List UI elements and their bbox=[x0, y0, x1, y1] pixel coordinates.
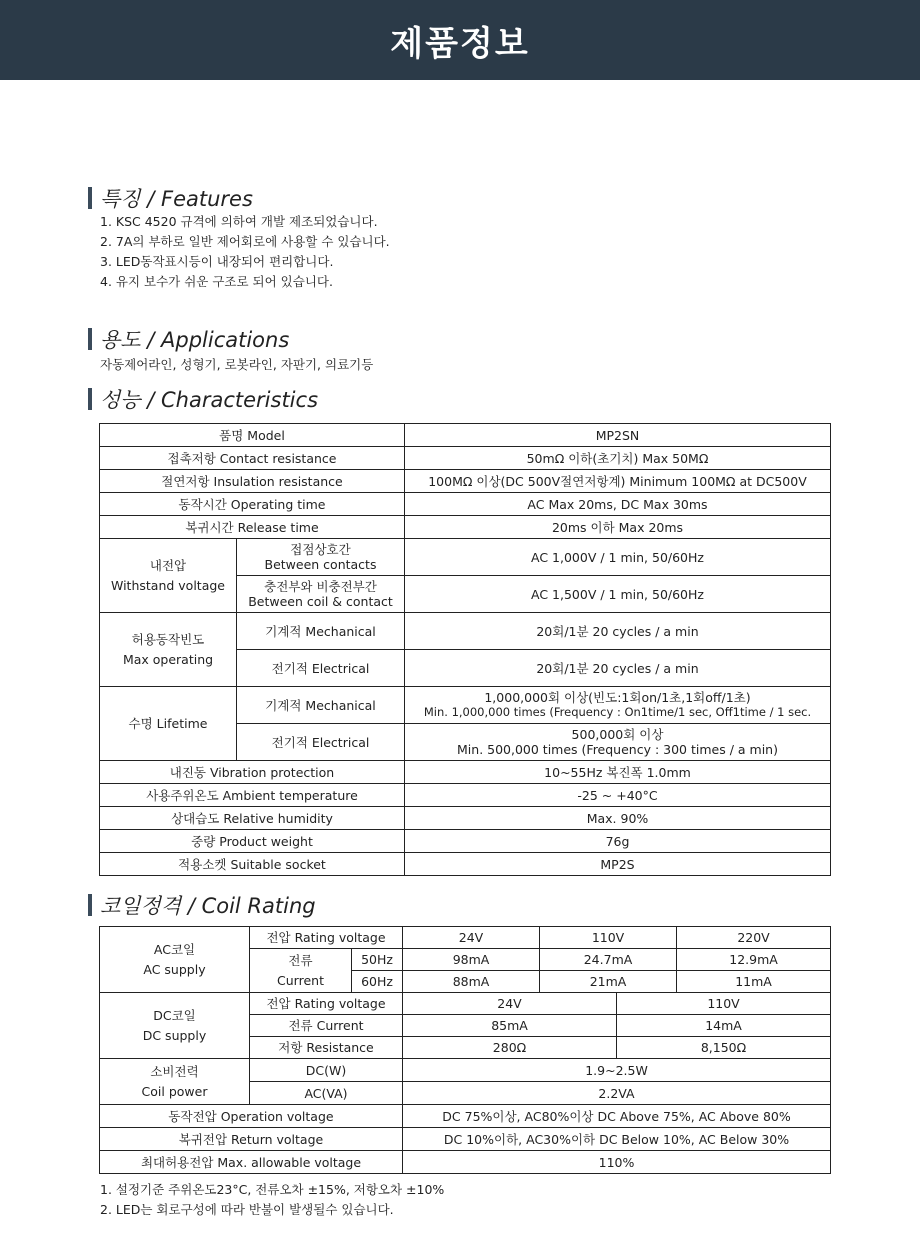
maxop-elec-label: 전기적 Electrical bbox=[237, 650, 405, 687]
coil-table bbox=[99, 926, 831, 1174]
applications-title: 용도 / Applications bbox=[100, 328, 290, 352]
weight-label: 중량 Product weight bbox=[100, 830, 405, 853]
features-list bbox=[100, 212, 390, 292]
list-item: 3. LED동작표시등이 내장되어 편리합니다. bbox=[100, 254, 334, 269]
ac-label bbox=[100, 927, 250, 993]
list-item: 4. 유지 보수가 쉬운 구조로 되어 있습니다. bbox=[100, 274, 333, 289]
dc-rating-voltage-label: 전압 Rating voltage bbox=[250, 993, 403, 1015]
characteristics-title: 성능 / Characteristics bbox=[100, 388, 319, 412]
life-label: 수명 Lifetime bbox=[100, 687, 237, 761]
contact-label: 접촉저항 Contact resistance bbox=[100, 447, 405, 470]
ambient-label: 사용주위온도 Ambient temperature bbox=[100, 784, 405, 807]
table-row bbox=[100, 613, 831, 650]
table-row bbox=[100, 1105, 831, 1128]
ac50-110: 24.7mA bbox=[540, 949, 677, 971]
operating-value: AC Max 20ms, DC Max 30ms bbox=[405, 493, 831, 516]
table-row bbox=[100, 493, 831, 516]
table-row bbox=[100, 761, 831, 784]
ac-volt-24: 24V bbox=[403, 927, 540, 949]
between-coil-ko: 충전부와 비충전부간 bbox=[264, 579, 377, 594]
table-row bbox=[100, 1151, 831, 1174]
return-value: DC 10%이하, AC30%이하 DC Below 10%, AC Below 30% bbox=[403, 1128, 831, 1151]
ac-volt-220: 220V bbox=[677, 927, 831, 949]
maxop-mech-value: 20회/1분 20 cycles / a min bbox=[405, 613, 831, 650]
socket-value: MP2S bbox=[405, 853, 831, 876]
list-item: 1. 설정기준 주위온도23°C, 전류오차 ±15%, 저항오차 ±10% bbox=[100, 1182, 445, 1197]
release-label: 복귀시간 Release time bbox=[100, 516, 405, 539]
life-mech-value-en: Min. 1,000,000 times (Frequency : On1time/1 sec, Off1time / 1 sec. bbox=[423, 705, 812, 719]
dc-current-110: 14mA bbox=[617, 1015, 831, 1037]
heading-marker bbox=[88, 328, 92, 350]
power-label-en: Coil power bbox=[141, 1084, 208, 1099]
max-voltage-label: 최대허용전압 Max. allowable voltage bbox=[100, 1151, 403, 1174]
applications-heading bbox=[88, 324, 289, 354]
ac-current-label bbox=[250, 949, 352, 993]
ac60-220: 11mA bbox=[677, 971, 831, 993]
table-row bbox=[100, 470, 831, 493]
table-row bbox=[100, 830, 831, 853]
features-title: 특징 / Features bbox=[100, 187, 253, 211]
dc-volt-24: 24V bbox=[403, 993, 617, 1015]
humidity-value: Max. 90% bbox=[405, 807, 831, 830]
ac-rating-voltage-label: 전압 Rating voltage bbox=[250, 927, 403, 949]
acva-value: 2.2VA bbox=[403, 1082, 831, 1105]
ambient-value: -25 ~ +40°C bbox=[405, 784, 831, 807]
current-en: Current bbox=[277, 973, 324, 988]
list-item: 2. 7A의 부하로 일반 제어회로에 사용할 수 있습니다. bbox=[100, 234, 390, 249]
between-coil-en: Between coil & contact bbox=[248, 594, 393, 609]
coil-heading bbox=[88, 890, 316, 920]
heading-marker bbox=[88, 187, 92, 209]
table-row bbox=[100, 927, 831, 949]
life-elec-value bbox=[405, 724, 831, 761]
model-label: 품명 Model bbox=[100, 424, 405, 447]
table-row bbox=[100, 516, 831, 539]
life-mech-label: 기계적 Mechanical bbox=[237, 687, 405, 724]
maxop-label-en: Max operating bbox=[122, 652, 214, 667]
dc-resistance-110: 8,150Ω bbox=[617, 1037, 831, 1059]
life-elec-value-en: Min. 500,000 times (Frequency : 300 times / a min) bbox=[457, 742, 778, 757]
vibration-value: 10~55Hz 복진폭 1.0mm bbox=[405, 761, 831, 784]
table-row bbox=[100, 784, 831, 807]
life-mech-value bbox=[405, 687, 831, 724]
between-coil-label bbox=[237, 576, 405, 613]
operating-label: 동작시간 Operating time bbox=[100, 493, 405, 516]
hz50-label: 50Hz bbox=[352, 949, 403, 971]
withstand-label-ko: 내전압 bbox=[149, 558, 187, 573]
heading-marker bbox=[88, 388, 92, 410]
withstand-label bbox=[100, 539, 237, 613]
between-contacts-ko: 접점상호간 bbox=[290, 542, 351, 557]
power-label bbox=[100, 1059, 250, 1105]
current-ko: 전류 bbox=[288, 953, 313, 968]
characteristics-table bbox=[99, 423, 831, 876]
characteristics-heading bbox=[88, 384, 318, 414]
insulation-label: 절연저항 Insulation resistance bbox=[100, 470, 405, 493]
life-elec-value-ko: 500,000회 이상 bbox=[571, 727, 664, 742]
between-contacts-en: Between contacts bbox=[264, 557, 377, 572]
power-label-ko: 소비전력 bbox=[150, 1064, 199, 1079]
between-coil-value: AC 1,500V / 1 min, 50/60Hz bbox=[405, 576, 831, 613]
contact-value: 50mΩ 이하(초기치) Max 50MΩ bbox=[405, 447, 831, 470]
acva-label: AC(VA) bbox=[250, 1082, 403, 1105]
list-item: 1. KSC 4520 규격에 의하여 개발 제조되었습니다. bbox=[100, 214, 378, 229]
operation-label: 동작전압 Operation voltage bbox=[100, 1105, 403, 1128]
page-title: 제품정보 bbox=[390, 23, 530, 64]
table-row bbox=[100, 539, 831, 576]
dcw-value: 1.9~2.5W bbox=[403, 1059, 831, 1082]
dc-resistance-24: 280Ω bbox=[403, 1037, 617, 1059]
hz60-label: 60Hz bbox=[352, 971, 403, 993]
between-contacts-value: AC 1,000V / 1 min, 50/60Hz bbox=[405, 539, 831, 576]
dc-current-label: 전류 Current bbox=[250, 1015, 403, 1037]
ac-label-en: AC supply bbox=[143, 962, 206, 977]
table-row bbox=[100, 424, 831, 447]
model-value: MP2SN bbox=[405, 424, 831, 447]
dc-label-en: DC supply bbox=[142, 1028, 207, 1043]
table-row bbox=[100, 1128, 831, 1151]
life-elec-label: 전기적 Electrical bbox=[237, 724, 405, 761]
dc-volt-110: 110V bbox=[617, 993, 831, 1015]
maxop-label bbox=[100, 613, 237, 687]
life-mech-value-ko: 1,000,000회 이상(빈도:1회on/1초,1회off/1초) bbox=[484, 690, 751, 705]
coil-title: 코일정격 / Coil Rating bbox=[100, 894, 316, 918]
ac50-24: 98mA bbox=[403, 949, 540, 971]
dc-label bbox=[100, 993, 250, 1059]
socket-label: 적용소켓 Suitable socket bbox=[100, 853, 405, 876]
between-contacts-label bbox=[237, 539, 405, 576]
features-heading bbox=[88, 183, 253, 213]
dc-resistance-label: 저항 Resistance bbox=[250, 1037, 403, 1059]
list-item: 2. LED는 회로구성에 따라 반불이 발생될수 있습니다. bbox=[100, 1202, 394, 1217]
ac-label-ko: AC코일 bbox=[153, 942, 196, 957]
heading-marker bbox=[88, 894, 92, 916]
table-row bbox=[100, 853, 831, 876]
notes-list bbox=[100, 1180, 444, 1220]
withstand-label-en: Withstand voltage bbox=[111, 578, 225, 593]
return-label: 복귀전압 Return voltage bbox=[100, 1128, 403, 1151]
dc-current-24: 85mA bbox=[403, 1015, 617, 1037]
maxop-mech-label: 기계적 Mechanical bbox=[237, 613, 405, 650]
table-row bbox=[100, 1059, 831, 1082]
maxop-label-ko: 허용동작빈도 bbox=[131, 632, 205, 647]
operation-value: DC 75%이상, AC80%이상 DC Above 75%, AC Above 80% bbox=[403, 1105, 831, 1128]
dcw-label: DC(W) bbox=[250, 1059, 403, 1082]
max-voltage-value: 110% bbox=[403, 1151, 831, 1174]
ac60-24: 88mA bbox=[403, 971, 540, 993]
table-row bbox=[100, 447, 831, 470]
humidity-label: 상대습도 Relative humidity bbox=[100, 807, 405, 830]
insulation-value: 100MΩ 이상(DC 500V절연저항계) Minimum 100MΩ at DC500V bbox=[405, 470, 831, 493]
ac60-110: 21mA bbox=[540, 971, 677, 993]
ac-volt-110: 110V bbox=[540, 927, 677, 949]
ac50-220: 12.9mA bbox=[677, 949, 831, 971]
vibration-label: 내진동 Vibration protection bbox=[100, 761, 405, 784]
applications-text: 자동제어라인, 성형기, 로봇라인, 자판기, 의료기등 bbox=[100, 357, 374, 372]
table-row bbox=[100, 993, 831, 1015]
page-banner bbox=[0, 0, 920, 80]
maxop-elec-value: 20회/1분 20 cycles / a min bbox=[405, 650, 831, 687]
dc-label-ko: DC코일 bbox=[153, 1008, 196, 1023]
release-value: 20ms 이하 Max 20ms bbox=[405, 516, 831, 539]
weight-value: 76g bbox=[405, 830, 831, 853]
table-row bbox=[100, 807, 831, 830]
table-row bbox=[100, 687, 831, 724]
